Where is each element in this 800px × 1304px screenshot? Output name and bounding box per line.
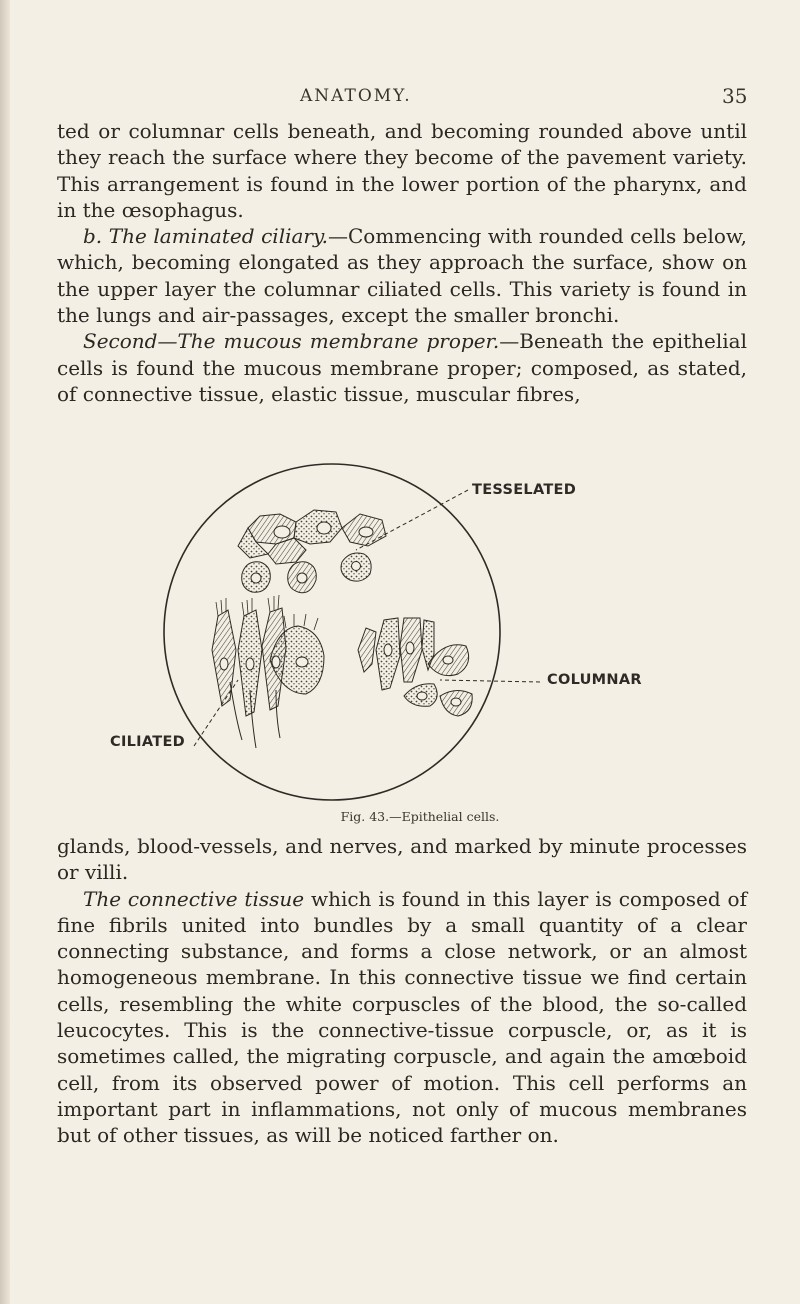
- label-tesselated: TESSELATED: [472, 482, 577, 498]
- term-connective-tissue: The connective tissue: [83, 886, 305, 911]
- body-text-bottom: [57, 833, 747, 1149]
- paragraph-connective-tissue: [57, 886, 747, 1149]
- page-number: 35: [722, 84, 748, 108]
- paragraph-text: which is found in this layer is composed of fine fibrils united into bundles by a small quantity of a clear connecting substance, and forms a close network, or an almost homogeneous membrane. In this connective tissue we find certain cells, resembling the white corpuscles of the blood, the so-called leucocytes. This is the connective-tissue corpuscle, or, as it is sometimes called, the migrating corpuscle, and again the amœboid cell, from its observed power of motion. This cell performs an important part in inflammations, not only of mucous membranes but of other tissues, as will be noticed farther on.: [57, 886, 747, 1148]
- tesselated-cells: [238, 510, 386, 593]
- paragraph-laminated-ciliary: [57, 223, 747, 328]
- paragraph-continued: glands, blood-vessels, and nerves, and marked by minute processes or villi.: [57, 834, 747, 885]
- body-text-top: [57, 118, 747, 407]
- list-marker: b.: [83, 224, 103, 249]
- figure-caption: Fig. 43.—Epithelial cells.: [340, 809, 500, 824]
- term-laminated-ciliary: The laminated ciliary.: [108, 224, 328, 249]
- paragraph-continued: ted or columnar cells beneath, and becoming rounded above until they reach the surface where they become of the pavement variety. This arrangement is found in the lower portion of the pharynx, and in the œsophagus.: [57, 119, 747, 222]
- epithelial-cells-illustration: [110, 450, 730, 810]
- term-mucous-membrane-proper: Second—The mucous membrane proper.: [83, 329, 500, 354]
- label-columnar: COLUMNAR: [547, 672, 642, 688]
- paragraph-text: —Beneath the epithelial cells is found the mucous membrane proper; composed, as stated, of connective tissue, elastic tissue, muscular fibres,: [57, 329, 747, 406]
- ciliated-cells: [212, 595, 324, 748]
- columnar-cells: [358, 618, 472, 716]
- paragraph-mucous-membrane: [57, 328, 747, 407]
- label-ciliated: CILIATED: [110, 734, 185, 750]
- page-header: [0, 84, 800, 114]
- page-gutter-shadow: [0, 0, 10, 1304]
- running-head: ANATOMY.: [300, 86, 412, 106]
- figure-epithelial-cells: [110, 450, 730, 830]
- paragraph-text: —Commencing with rounded cells below, which, becoming elongated as they approach the surface, show on the upper layer the columnar ciliated cells. This variety is found in the lungs and air-passages, except the smaller bronchi.: [57, 224, 748, 328]
